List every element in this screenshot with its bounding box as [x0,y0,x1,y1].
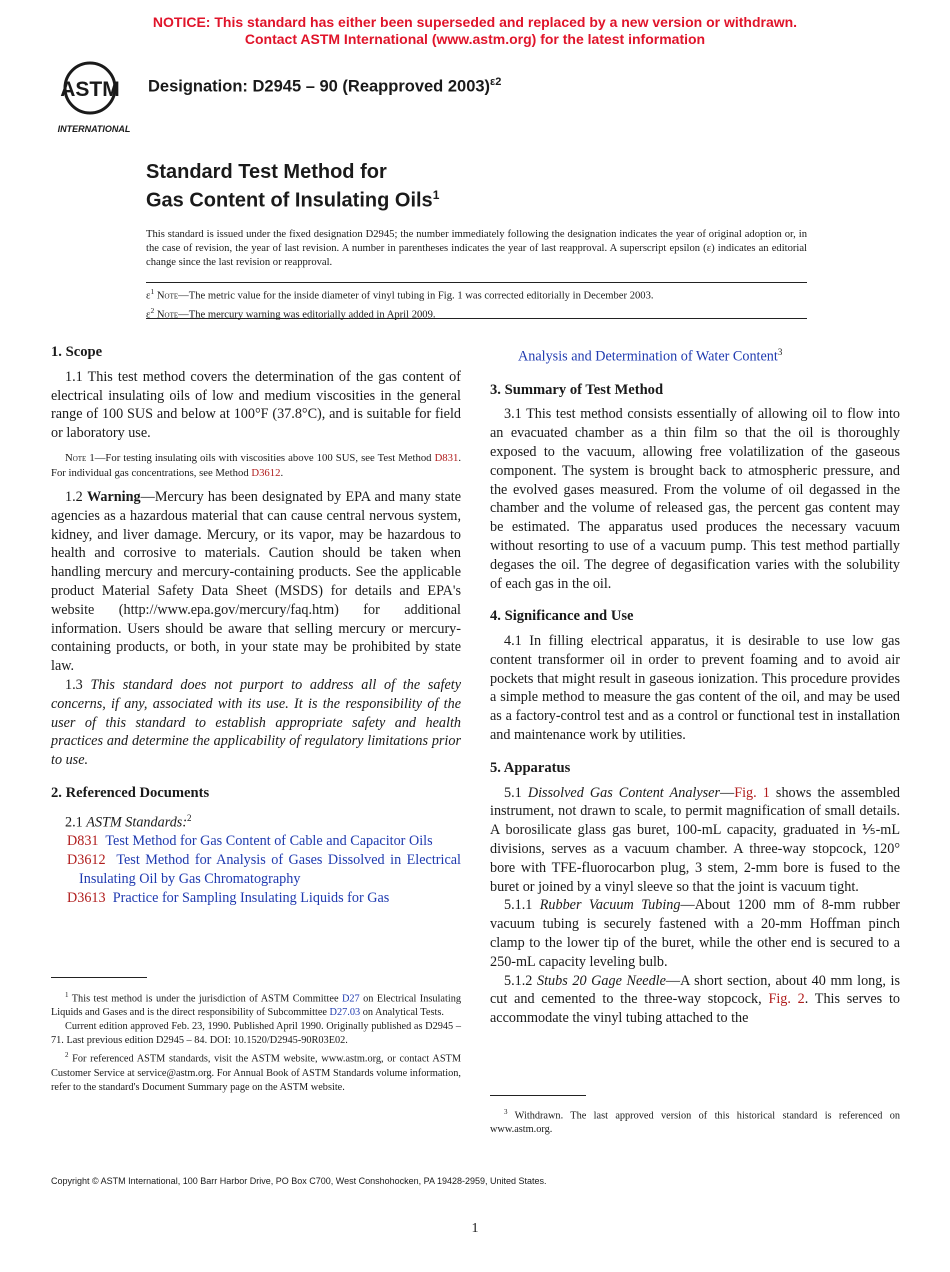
para-1-2-text: —Mercury has been designated by EPA and many state agencies as a hazardous material that can cause central nervous system, kidney, and liver damage. Mercury, or its vapor, may be hazardous to health and corrosive to materials. Caution should be taken when handling mercury and mercury-containing products. See the applicable product Material Safety Data Sheet (MSDS) for details and EPA's website (http://www.epa.gov/mercury/faq.htm) for additional information. Users should be aware that selling mercury or mercury-containing products, or both, in your state may be prohibited by state law. [51,488,461,675]
editorial-note-2 [146,304,807,323]
ref-title[interactable]: Test Method for Analysis of Gases Dissolved in Electrical Insulating Oil by Gas Chromatography [79,852,461,887]
para-5-1-num: 5.1 [504,784,528,801]
supersede-notice [0,14,950,48]
footnote-1-sup: 1 [65,991,69,999]
note-text: —The metric value for the inside diameter of vinyl tubing in Fig. 1 was corrected editorially in December 2003. [178,290,654,302]
note-1-text-b: . For individual gas concentrations, see Method [51,451,461,479]
note-sup: 1 [150,287,155,296]
para-5-1-2 [490,972,900,1028]
link-d27[interactable]: D27 [341,993,360,1005]
para-2-1 [51,809,461,833]
para-5-1-2-num: 5.1.2 [504,972,537,989]
section-4-heading: 4. Significance and Use [490,608,634,625]
footnote-3-text: Withdrawn. The last approved version of this historical standard is referenced on www.astm.org. [490,1110,900,1136]
issuance-statement: This standard is issued under the fixed designation D2945; the number immediately following the designation indicates the year of original adoption or, in the case of revision, the year of last revision. A number in parentheses indicates the year of last reapproval. A superscript epsilon (ε) indicates an editorial change since the last revision or reapproval. [146,229,807,268]
para-1-2-num: 1.2 [65,488,87,505]
para-5-1-title: Dissolved Gas Content Analyser [527,784,720,801]
reference-d831[interactable] [51,832,461,851]
ref-cont-sup: 3 [777,347,783,357]
section-5-heading: 5. Apparatus [490,759,571,776]
para-3-1: 3.1 This test method consists essentially of allowing oil to flow into an evacuated chamber as a thin film so that the oil is thoroughly exposed to the vacuum, allowing free volatilization of the gaseous component. The system is brought back to atmospheric pressure, and the evolved gases measured. From the volume of oil degassed in the chamber and the volume of released gas, the percent gas content may be estimated. The apparatus used produces the necessary vacuum without resorting to use of a vacuum pump. This test method partially degases the oil. The degree of degasification varies with the solubility of each gas in the oil. [490,406,900,592]
copyright-line: Copyright © ASTM International, 100 Barr Harbor Drive, PO Box C700, West Conshohocken, PA 19428-2959, United States. [51,1176,547,1186]
intro-rule-bottom [146,318,807,319]
editorial-note-1 [146,285,807,304]
editorial-notes [146,285,807,322]
link-d3612[interactable]: D3612 [251,466,281,479]
page-number: 1 [471,1221,479,1236]
footnote-1-text-a: This test method is under the jurisdiction of ASTM Committee [68,993,342,1005]
para-5-1 [490,784,900,897]
right-column [490,343,900,1028]
para-5-1-2-title: Stubs 20 Gage Needle [537,972,666,989]
footnote-1-edition: Current edition approved Feb. 23, 1990. Published April 1990. Originally published as D2945 – 71. Last previous edition D2945 – 84. DOI: 10.1520/D2945-90R03E02. [51,1021,461,1047]
ref-title[interactable]: Test Method for Gas Content of Cable and Capacitor Oils [105,833,433,850]
footnote-3 [490,1105,900,1137]
note-label: Note [156,309,179,321]
designation-sup: ε2 [490,76,502,88]
para-5-1-dash: — [720,784,735,801]
section-1-heading: 1. Scope [51,344,103,360]
para-1-2 [51,488,461,676]
footnote-3-sup: 3 [504,1108,508,1116]
footnote-2 [51,1048,461,1094]
para-2-1-sup: 2 [187,812,192,823]
para-5-1-2-text-b: . This serves to accommodate the vinyl tubing attached to the [490,991,900,1027]
warning-label: Warning [87,488,141,505]
logo-subtext: INTERNATIONAL [57,124,131,134]
notice-line-2: Contact ASTM International (www.astm.org) for the latest information [244,31,706,47]
para-4-1: 4.1 In filling electrical apparatus, it is desirable to use low gas content transformer oil in order to prevent foaming and to avoid air pockets that might result in gaseous ionization. This procedure provides a simple method to measure the gas content of the oil, and may be used as a factory-control test and as a control or functional test in installation and maintenance work by utilities. [490,633,900,744]
section-3-heading: 3. Summary of Test Method [490,381,664,398]
title-footnote-ref: 1 [432,188,440,202]
footnote-2-text: For referenced ASTM standards, visit the ASTM website, www.astm.org, or contact ASTM Customer Service at service@astm.org. For Annual Book of ASTM Standards volume information, refer to the standard's Document Summary page on the ASTM website. [51,1053,461,1093]
link-d831[interactable]: D831 [434,451,459,464]
footnote-rule-right [490,1095,586,1096]
ref-code[interactable]: D3612 [67,852,106,869]
reference-d3612[interactable] [51,851,461,889]
para-1-1: 1.1 This test method covers the determination of the gas content of electrical insulating oils of low and medium viscosities in the general range of 100 SUS and below at 100°F (37.8°C), and is suitable for field or laboratory use. [51,368,461,442]
footnote-1-text-c: on Analytical Tests. [360,1007,444,1019]
link-fig-2[interactable]: Fig. 2 [768,991,805,1008]
ref-title[interactable]: Practice for Sampling Insulating Liquids for Gas [112,889,390,906]
title-line-1: Standard Test Method for [146,161,387,183]
para-5-1-1-text: —About 1200 mm of 8-mm rubber vacuum tubing is securely fastened with a 20-mm Hoffman pinch clamp to the lower tip of the buret, while the other end is secured to a 250-mL capacity leveling bulb. [490,897,901,970]
para-5-1-text: shows the assembled instrument, not drawn to scale, to permit magnification of small details. A borosilicate glass gas buret, 100-mL capacity, graduated in ⅕-mL divisions, serves as a vacuum chamber. A three-way stopcock, 120° bore with TFE-fluorocarbon plug, 3 stem, 2-mm bore is fused to the buret or joined by a vinyl sleeve so that the joint is vacuum tight. [490,784,900,895]
note-1 [51,451,461,481]
ref-title-cont[interactable]: Analysis and Determination of Water Content [518,348,778,365]
link-d27-03[interactable]: D27.03 [329,1007,361,1019]
para-5-1-1-num: 5.1.1 [504,897,540,914]
para-5-1-1-title: Rubber Vacuum Tubing [539,897,681,914]
para-1-3-text: This standard does not purport to address all of the safety concerns, if any, associated with its use. It is the responsibility of the user of this standard to establish appropriate safety and health practices and determine the applicability of regulatory limitations prior to use. [51,676,461,769]
section-2-heading: 2. Referenced Documents [51,784,210,801]
footnote-rule-left [51,977,147,978]
logo-letters: ASTM [60,78,120,101]
designation-label: Designation: D2945 – 90 (Reapproved 2003) [148,77,491,96]
designation [148,76,501,97]
astm-standards-label: ASTM Standards: [86,814,188,831]
para-5-1-2-text-a: —A short section, about 40 mm long, is cut and cemented to the three-way stopcock, [490,972,900,1008]
note-sup: 2 [150,305,155,315]
title-line-2: Gas Content of Insulating Oils [146,189,433,212]
footnotes-left [51,988,461,1095]
epsilon-symbol: ε [146,290,151,302]
document-title [146,161,439,213]
note-label: Note [156,290,179,302]
note-1-text-a: 1—For testing insulating oils with viscosities above 100 SUS, see Test Method [86,451,435,464]
note-1-text-c: . [280,466,284,479]
astm-logo [52,58,136,136]
note-1-label: Note [65,451,87,464]
para-5-1-1 [490,896,900,971]
footnote-1 [51,988,461,1020]
reference-d3613[interactable] [51,889,461,908]
footnote-2-sup: 2 [65,1051,69,1060]
footnotes-right [490,1105,900,1137]
para-1-3-num: 1.3 [65,676,91,693]
left-column [51,343,461,907]
para-1-3 [51,676,461,770]
ref-code[interactable]: D3613 [67,889,106,906]
notice-line-1: NOTICE: This standard has either been superseded and replaced by a new version or withdrawn. [152,14,798,30]
ref-code[interactable]: D831 [67,833,99,850]
note-text: —The mercury warning was editorially added in April 2009. [178,309,436,321]
reference-d3613-continued[interactable] [490,343,900,367]
link-fig-1[interactable]: Fig. 1 [734,784,770,801]
footnote-1-text-b: on Electrical Insulating Liquids and Gases and is the direct responsibility of Subcommittee [51,993,461,1019]
para-2-1-num: 2.1 [65,814,87,831]
epsilon-symbol: ε [146,309,151,321]
intro-rule-top [146,282,807,283]
